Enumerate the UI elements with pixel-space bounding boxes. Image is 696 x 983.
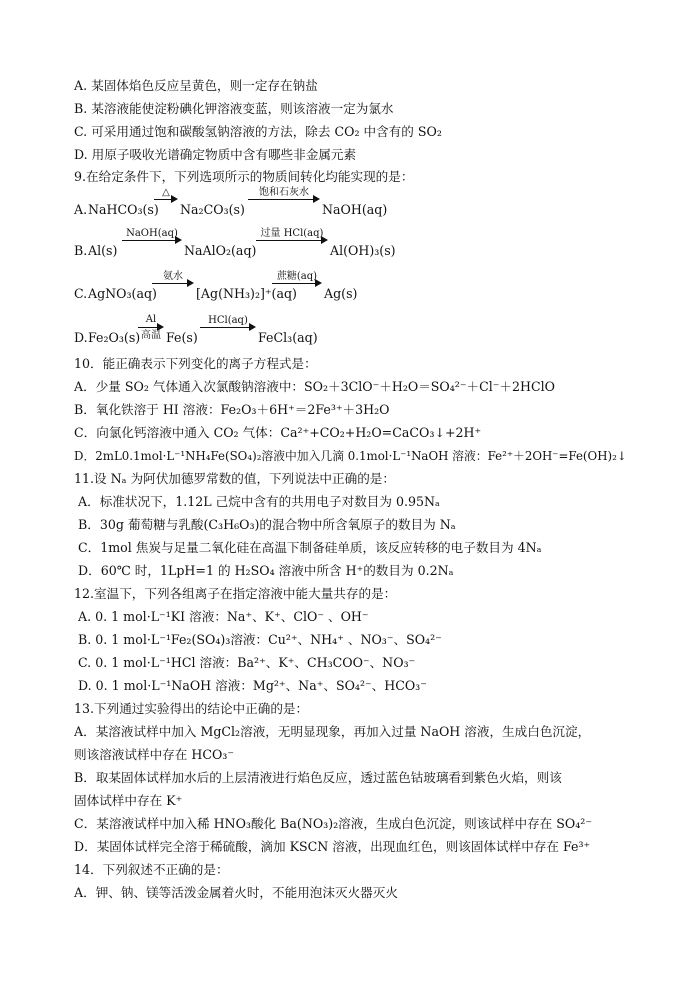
reaction-condition: 氨水 [163, 271, 183, 282]
q11-option-c: C．1mol 焦炭与足量二氧化硅在高温下制备硅单质，该反应转移的电子数目为 4Nₐ [78, 540, 542, 555]
q10-option-a: A．少量 SO₂ 气体通入次氯酸钠溶液中：SO₂＋3ClO⁻＋H₂O＝SO₄²⁻＋Cl⁻＋2HClO [74, 379, 555, 394]
reaction-arrow [200, 315, 256, 339]
reaction-label: A. [74, 202, 88, 217]
q12-option-b: B. 0. 1 mol·L⁻¹Fe₂(SO₄)₃溶液：Cu²⁺、NH₄⁺ 、NO₃⁻、SO₄²⁻ [78, 632, 442, 647]
reaction-condition: NaOH(aq) [126, 228, 178, 239]
q10-option-b: B．氧化铁溶于 HI 溶液：Fe₂O₃＋6H⁺＝2Fe³⁺＋3H₂O [74, 402, 390, 417]
q14-stem: 14．下列叙述不正确的是： [74, 862, 229, 877]
reaction-arrow [138, 314, 164, 346]
intermediate: NaAlO₂(aq) [184, 243, 257, 258]
intermediate: Na₂CO₃(s) [180, 202, 245, 217]
q10-option-d: D．2mL0.1mol·L⁻¹NH₄Fe(SO₄)₂溶液中加入几滴 0.1mol·L⁻¹NaOH 溶液：Fe²⁺＋2OH⁻=Fe(OH)₂↓ [74, 449, 627, 463]
q12-option-d: D. 0. 1 mol·L⁻¹NaOH 溶液：Mg²⁺、Na⁺、SO₄²⁻、HCO₃⁻ [78, 678, 427, 693]
q12-option-c: C. 0. 1 mol·L⁻¹HCl 溶液：Ba²⁺、K⁺、CH₃COO⁻、NO₃⁻ [78, 655, 416, 670]
q9-option-b [74, 223, 674, 261]
intermediate: [Ag(NH₃)₂]⁺(aq) [196, 286, 297, 301]
q13-option-b-cont: 固体试样中存在 K⁺ [74, 793, 183, 808]
q14-option-a: A．钾、钠、镁等活泼金属着火时，不能用泡沫灭火器灭火 [74, 885, 398, 900]
reaction-condition: Al [145, 314, 157, 325]
q13-stem: 13.下列通过实验得出的结论中正确的是： [74, 701, 309, 716]
reaction-arrow [154, 187, 178, 211]
q11-option-d: D．60℃ 时，1LpH=1 的 H₂SO₄ 溶液中所含 H⁺的数目为 0.2Nₐ [78, 563, 454, 578]
q13-option-a: A．某溶液试样中加入 MgCl₂溶液，无明显现象，再加入过量 NaOH 溶液，生成白色沉淀， [74, 724, 591, 739]
reaction-arrow [248, 187, 320, 211]
q10-stem: 10．能正确表示下列变化的离子方程式是： [74, 356, 317, 371]
reaction-label: C. [74, 286, 88, 301]
reaction-arrow [122, 228, 182, 252]
reaction-condition: 高温 [141, 330, 161, 341]
product: FeCl₃(aq) [258, 330, 318, 345]
product: Ag(s) [324, 286, 358, 301]
q8-option-b: B. 某溶液能使淀粉碘化钾溶液变蓝，则该溶液一定为氯水 [74, 101, 394, 116]
q8-option-c: C. 可采用通过饱和碳酸氢钠溶液的方法，除去 CO₂ 中含有的 SO₂ [74, 124, 442, 139]
q11-option-b: B．30g 葡萄糖与乳酸(C₃H₆O₃)的混合物中所含氧原子的数目为 Nₐ [78, 517, 456, 532]
q13-option-d: D．某固体试样完全溶于稀硫酸，滴加 KSCN 溶液，出现血红色，则该固体试样中存在 Fe³⁺ [74, 839, 591, 854]
reactant: Al(s) [88, 243, 118, 258]
reaction-condition: 饱和石灰水 [259, 187, 309, 198]
reaction-label: D. [74, 330, 88, 345]
q11-option-a: A．标准状况下，1.12L 己烷中含有的共用电子对数目为 0.95Nₐ [78, 494, 440, 509]
reaction-arrow [272, 271, 322, 295]
q11-stem: 11.设 Nₐ 为阿伏加德罗常数的值，下列说法中正确的是： [74, 471, 395, 486]
reaction-label: B. [74, 243, 88, 258]
product: NaOH(aq) [322, 202, 388, 217]
q10-option-c: C．向氯化钙溶液中通入 CO₂ 气体：Ca²⁺+CO₂+H₂O=CaCO₃↓+2H⁺ [74, 425, 482, 440]
q8-option-a: A. 某固体焰色反应呈黄色，则一定存在钠盐 [74, 78, 318, 93]
reaction-condition: △ [162, 187, 170, 198]
q9-option-a [74, 182, 674, 220]
intermediate: Fe(s) [166, 330, 198, 345]
reaction-condition: 蔗糖(aq) [276, 271, 318, 282]
q13-option-a-cont: 则该溶液试样中存在 HCO₃⁻ [74, 747, 234, 762]
q13-option-b: B．取某固体试样加水后的上层清液进行焰色反应，透过蓝色钴玻璃看到紫色火焰，则该 [74, 770, 562, 785]
reactant: NaHCO₃(s) [88, 202, 159, 217]
reaction-arrow [256, 228, 328, 252]
reaction-arrow [152, 271, 194, 295]
q12-stem: 12.室温下，下列各组离子在指定溶液中能大量共存的是： [74, 586, 397, 601]
q8-option-d: D. 用原子吸收光谱确定物质中含有哪些非金属元素 [74, 147, 357, 162]
reactant: Fe₂O₃(s) [88, 330, 141, 345]
reaction-condition: 过量 HCl(aq) [260, 228, 324, 239]
q9-stem: 9.在给定条件下，下列选项所示的物质间转化均能实现的是： [74, 169, 414, 184]
q9-option-d [74, 310, 674, 346]
reaction-condition: HCl(aq) [208, 315, 248, 326]
reactant: AgNO₃(aq) [88, 286, 157, 301]
q12-option-a: A. 0. 1 mol·L⁻¹KI 溶液：Na⁺、K⁺、ClO⁻ 、OH⁻ [78, 609, 369, 624]
product: Al(OH)₃(s) [330, 243, 396, 258]
q9-option-c [74, 266, 674, 304]
q13-option-c: C．某溶液试样中加入稀 HNO₃酸化 Ba(NO₃)₂溶液，生成白色沉淀，则该试样中存在 SO₄²⁻ [74, 816, 592, 831]
